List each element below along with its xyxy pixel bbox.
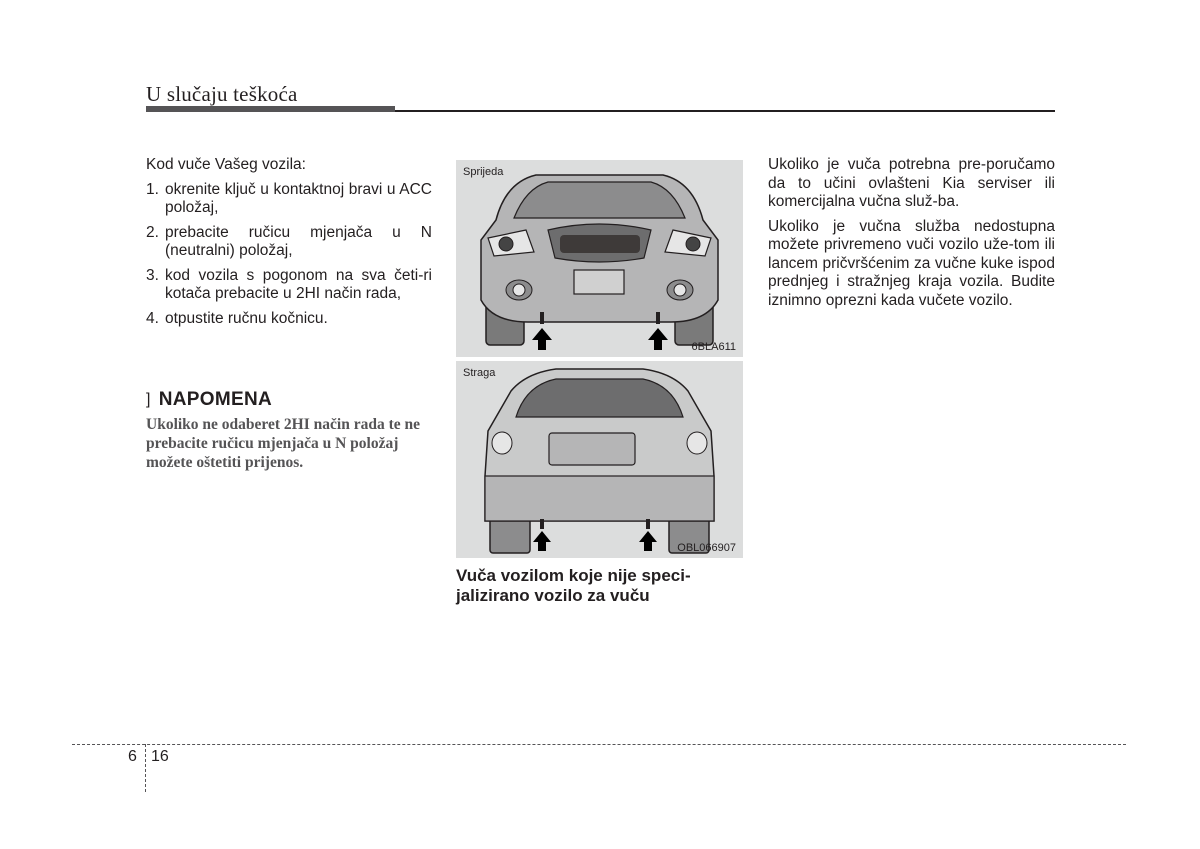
- chapter-number: 6: [128, 748, 137, 765]
- footer-rule: [72, 744, 1126, 745]
- car-front-illustration: [456, 160, 743, 357]
- front-view-panel: [456, 160, 743, 357]
- footer-divider: [145, 744, 146, 792]
- rear-view-panel: [456, 361, 743, 558]
- note-heading-label: NAPOMENA: [158, 389, 272, 410]
- left-column: [146, 156, 432, 334]
- step-text: kod vozila s pogonom na sva četi-ri kotača prebacite u 2HI način rada,: [165, 266, 432, 302]
- list-item: [146, 224, 432, 261]
- note-box: [146, 389, 436, 472]
- header-rule-thin: [395, 110, 1055, 112]
- rear-view-code: OBL066907: [677, 542, 736, 554]
- step-text: prebacite ručicu mjenjača u N (neutralni) položaj,: [165, 223, 432, 259]
- steps-list: [146, 181, 432, 329]
- paragraph-2: Ukoliko je vučna služba nedostupna možete privremeno vuči vozilo uže-tom ili lancem pričvršćenim za vučne kuke ispod prednjeg i stražnjeg kraja vozila. Budite iznimno oprezni kada vučete vozilo.: [768, 217, 1055, 309]
- header-rule-thick: [146, 106, 395, 112]
- step-number: 2.: [146, 223, 159, 241]
- list-item: [146, 181, 432, 218]
- note-heading: [146, 389, 436, 411]
- list-item: [146, 310, 432, 329]
- note-body: Ukoliko ne odaberet 2HI način rada te ne prebacite ručicu mjenjača u N položaj možete oštetiti prijenos.: [146, 416, 420, 471]
- step-number: 4.: [146, 309, 159, 327]
- page-header-title: U slučaju teškoća: [146, 82, 298, 106]
- rear-view-label: Straga: [463, 367, 496, 379]
- step-number: 1.: [146, 180, 159, 198]
- list-item: [146, 267, 432, 304]
- page-number: 16: [151, 748, 169, 765]
- towing-figure: [456, 160, 743, 558]
- step-text: okrenite ključ u kontaktnoj bravi u ACC položaj,: [165, 180, 432, 216]
- figure-caption: Vuča vozilom koje nije speci-jalizirano vozilo za vuču: [456, 566, 691, 605]
- note-icon: ]: [146, 391, 151, 408]
- car-rear-illustration: [456, 361, 743, 558]
- step-number: 3.: [146, 266, 159, 284]
- step-text: otpustite ručnu kočnicu.: [165, 309, 328, 327]
- intro-text: Kod vuče Vašeg vozila:: [146, 156, 306, 173]
- front-view-label: Sprijeda: [463, 166, 504, 178]
- paragraph-1: Ukoliko je vuča potrebna pre-poručamo da to učini ovlašteni Kia serviser ili komercijalna vučna služ-ba.: [768, 156, 1055, 210]
- front-view-code: 6BLA611: [691, 341, 736, 353]
- right-column: [768, 156, 1055, 316]
